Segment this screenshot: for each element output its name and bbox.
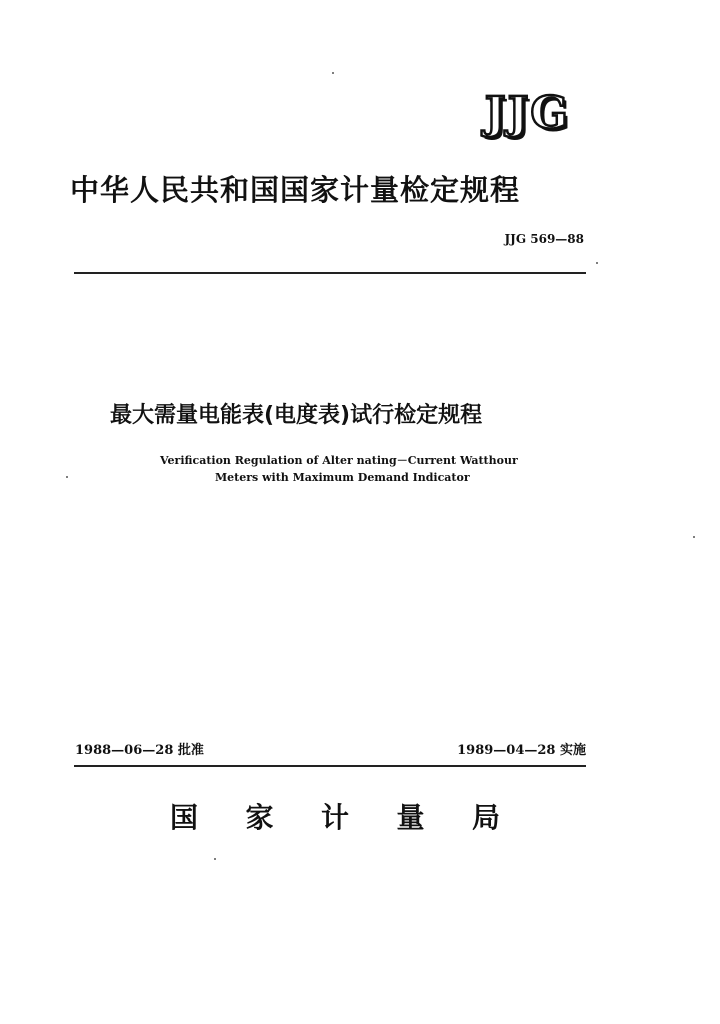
publisher-name bbox=[170, 796, 500, 836]
scan-speck bbox=[693, 536, 695, 538]
jjg-logo: JJG bbox=[484, 88, 570, 139]
national-regulation-title: 中华人民共和国国家计量检定规程 bbox=[70, 173, 521, 207]
implementation-date: 1989—04—28 实施 bbox=[457, 743, 586, 758]
publisher-char: 局 bbox=[471, 801, 500, 834]
approval-date: 1988—06—28 批准 bbox=[75, 743, 204, 758]
publisher-char: 国 bbox=[170, 801, 199, 834]
top-divider bbox=[74, 272, 586, 274]
scan-speck bbox=[596, 262, 598, 264]
publisher-char: 量 bbox=[396, 801, 425, 834]
publisher-char: 计 bbox=[320, 801, 349, 834]
regulation-code: JJG 569—88 bbox=[504, 232, 584, 246]
document-title-english-line1: Verification Regulation of Alter nating－Current Watthour bbox=[160, 454, 518, 467]
scan-speck bbox=[332, 72, 334, 74]
document-title-chinese: 最大需量电能表(电度表)试行检定规程 bbox=[110, 403, 483, 428]
scan-speck bbox=[66, 476, 68, 478]
publisher-char: 家 bbox=[245, 801, 274, 834]
bottom-divider bbox=[74, 765, 586, 767]
document-title-english-line2: Meters with Maximum Demand Indicator bbox=[215, 471, 470, 484]
scan-speck bbox=[214, 858, 216, 860]
